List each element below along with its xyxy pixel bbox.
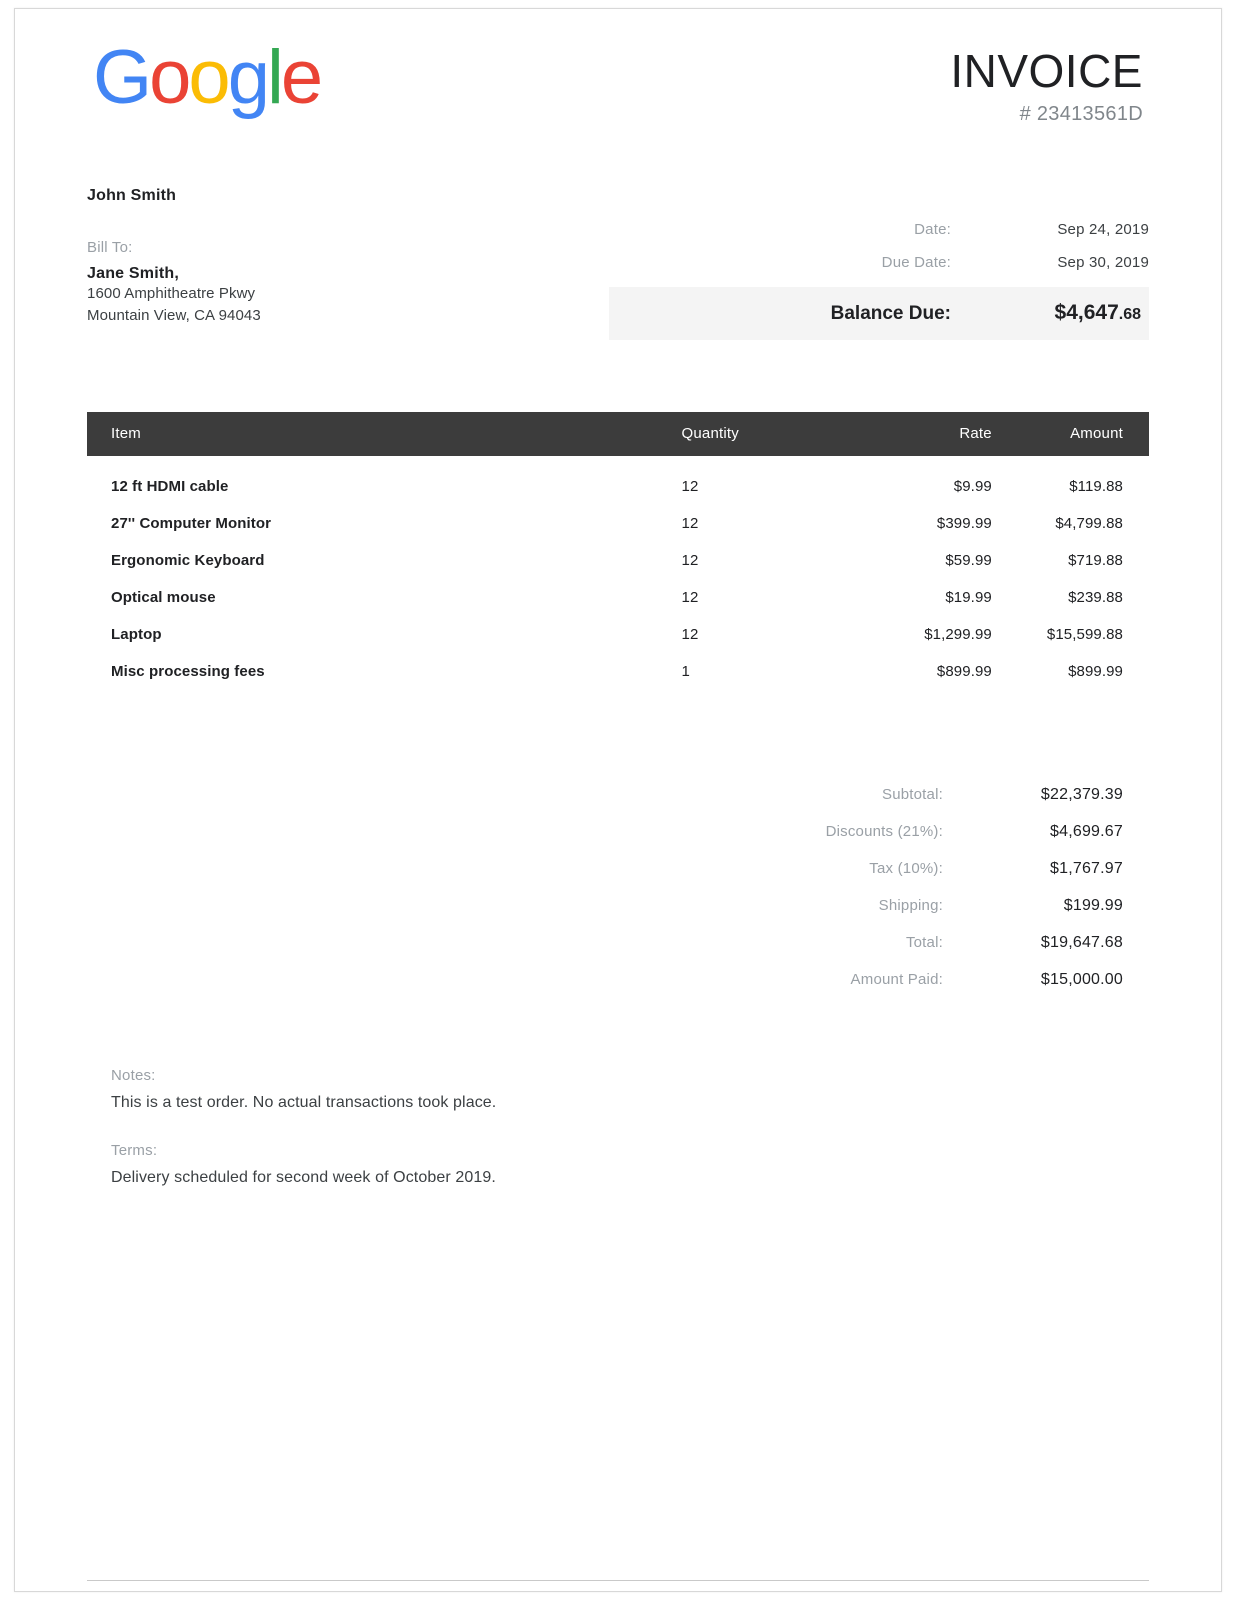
totals-label: Total: bbox=[905, 934, 943, 951]
row-quantity: 12 bbox=[681, 552, 699, 569]
table-row bbox=[87, 456, 1149, 505]
totals-label: Shipping: bbox=[878, 897, 943, 914]
totals-label: Discounts (21%): bbox=[825, 823, 943, 840]
totals-row-discounts bbox=[87, 823, 1149, 841]
row-amount: $719.88 bbox=[1068, 552, 1123, 569]
terms-text: Delivery scheduled for second week of October 2019. bbox=[111, 1169, 496, 1186]
totals-value: $4,699.67 bbox=[1050, 823, 1123, 840]
row-item: Misc processing fees bbox=[111, 663, 265, 680]
table-row bbox=[87, 579, 1149, 616]
row-amount: $239.88 bbox=[1068, 589, 1123, 606]
row-rate: $59.99 bbox=[945, 552, 992, 569]
totals-label: Subtotal: bbox=[881, 786, 943, 803]
terms-section bbox=[111, 1142, 1149, 1187]
row-item: Ergonomic Keyboard bbox=[111, 552, 265, 569]
totals-value: $15,000.00 bbox=[1040, 971, 1123, 988]
totals-value: $22,379.39 bbox=[1040, 786, 1123, 803]
row-item: 27'' Computer Monitor bbox=[111, 515, 272, 532]
totals-row-total bbox=[87, 934, 1149, 952]
totals-row-shipping bbox=[87, 897, 1149, 915]
page-title: INVOICE bbox=[950, 45, 1143, 97]
totals-label: Tax (10%): bbox=[869, 860, 943, 877]
date-value: Sep 24, 2019 bbox=[1057, 221, 1149, 238]
row-item: Optical mouse bbox=[111, 589, 216, 606]
due-date-label: Due Date: bbox=[881, 254, 951, 271]
balance-due-label: Balance Due: bbox=[830, 303, 951, 324]
footer-divider bbox=[87, 1580, 1149, 1581]
column-header-rate: Rate bbox=[846, 412, 992, 456]
table-row bbox=[87, 616, 1149, 653]
row-quantity: 12 bbox=[681, 626, 699, 643]
notes-section bbox=[87, 1067, 1149, 1187]
totals-value: $199.99 bbox=[1063, 897, 1123, 914]
invoice-sheet bbox=[14, 8, 1222, 1592]
line-items-body bbox=[87, 456, 1149, 690]
row-rate: $399.99 bbox=[936, 515, 992, 532]
table-row bbox=[87, 542, 1149, 579]
invoice-content bbox=[15, 9, 1221, 1591]
balance-due-cents: .68 bbox=[1118, 306, 1141, 323]
row-amount: $15,599.88 bbox=[1046, 626, 1123, 643]
bill-to-address-line2: Mountain View, CA 94043 bbox=[87, 307, 261, 324]
totals-value: $19,647.68 bbox=[1040, 934, 1123, 951]
invoice-parties bbox=[87, 187, 1149, 340]
column-header-quantity: Quantity bbox=[682, 412, 846, 456]
line-items-table bbox=[87, 412, 1149, 690]
totals-row-tax bbox=[87, 860, 1149, 878]
date-label: Date: bbox=[914, 221, 951, 238]
row-item: Laptop bbox=[111, 626, 162, 643]
due-date-value: Sep 30, 2019 bbox=[1057, 254, 1149, 271]
notes-text: This is a test order. No actual transactions took place. bbox=[111, 1094, 497, 1111]
row-rate: $19.99 bbox=[945, 589, 992, 606]
google-logo: Google bbox=[93, 35, 321, 120]
totals-label: Amount Paid: bbox=[850, 971, 943, 988]
totals-row-subtotal bbox=[87, 786, 1149, 804]
column-header-item: Item bbox=[87, 412, 682, 456]
sender-block bbox=[87, 187, 547, 340]
bill-to-label: Bill To: bbox=[87, 239, 133, 256]
table-header-row bbox=[87, 412, 1149, 456]
row-quantity: 12 bbox=[681, 478, 699, 495]
invoice-title-block bbox=[950, 33, 1149, 126]
bill-to-address-line1: 1600 Amphitheatre Pkwy bbox=[87, 285, 256, 302]
row-rate: $9.99 bbox=[953, 478, 992, 495]
balance-due-value bbox=[979, 301, 1149, 325]
bill-to-name: Jane Smith, bbox=[87, 265, 180, 282]
due-date-row bbox=[609, 254, 1149, 271]
totals-section bbox=[87, 786, 1149, 989]
table-row bbox=[87, 653, 1149, 690]
row-rate: $899.99 bbox=[936, 663, 992, 680]
row-quantity: 1 bbox=[681, 663, 690, 680]
row-quantity: 12 bbox=[681, 515, 699, 532]
date-row bbox=[609, 221, 1149, 238]
notes-label: Notes: bbox=[111, 1067, 156, 1084]
invoice-number: # 23413561D bbox=[1019, 103, 1143, 125]
row-amount: $899.99 bbox=[1068, 663, 1123, 680]
line-items-header bbox=[87, 412, 1149, 456]
balance-due-row bbox=[609, 287, 1149, 340]
row-amount: $119.88 bbox=[1069, 478, 1123, 495]
row-rate: $1,299.99 bbox=[924, 626, 992, 643]
totals-row-amount-paid bbox=[87, 971, 1149, 989]
terms-label: Terms: bbox=[111, 1142, 158, 1159]
table-row bbox=[87, 505, 1149, 542]
totals-value: $1,767.97 bbox=[1050, 860, 1123, 877]
invoice-meta bbox=[609, 187, 1149, 340]
row-item: 12 ft HDMI cable bbox=[111, 478, 229, 495]
row-amount: $4,799.88 bbox=[1055, 515, 1123, 532]
column-header-amount: Amount bbox=[992, 412, 1149, 456]
row-quantity: 12 bbox=[681, 589, 699, 606]
balance-due-amount: $4,647 bbox=[1054, 301, 1119, 324]
invoice-header bbox=[87, 33, 1149, 153]
sender-name: John Smith bbox=[87, 187, 177, 204]
